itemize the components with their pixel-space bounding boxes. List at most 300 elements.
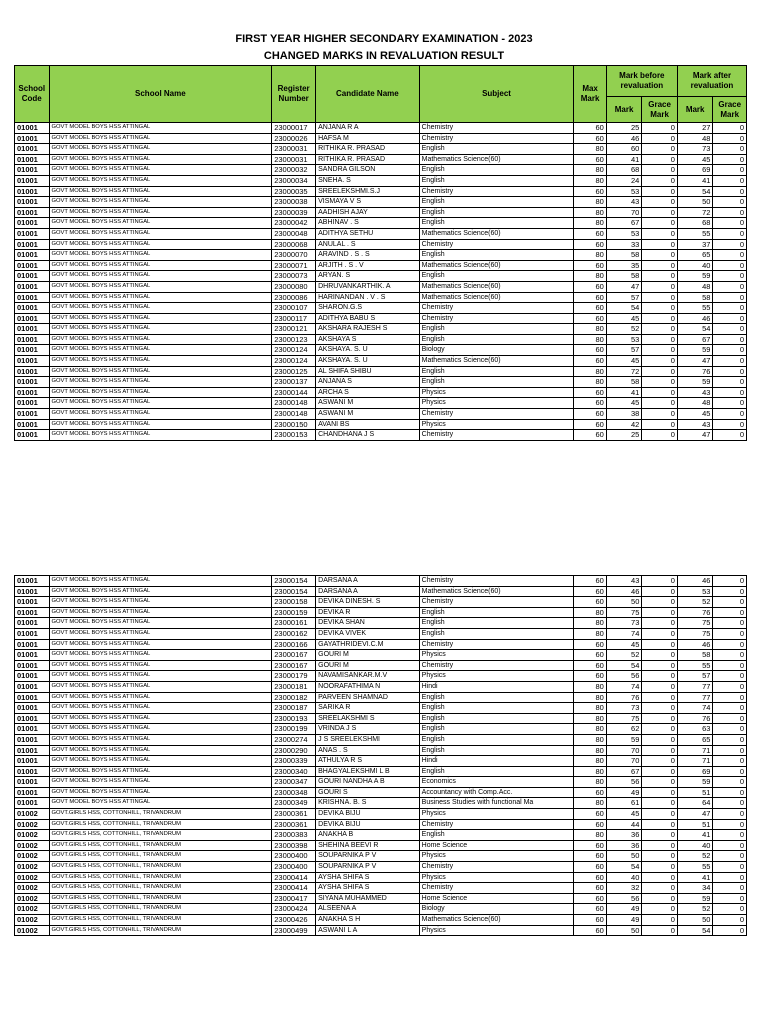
school-code-cell: 01001 [15, 324, 50, 335]
grace-after-cell: 0 [713, 260, 747, 271]
mark-before-cell: 41 [606, 154, 642, 165]
mark-before-cell: 62 [606, 724, 642, 735]
candidate-name-cell: DEVIKA SHAN [316, 618, 420, 629]
max-mark-cell: 60 [574, 915, 606, 926]
subject-cell: English [419, 745, 574, 756]
mark-before-cell: 40 [606, 872, 642, 883]
subject-cell: Hindi [419, 681, 574, 692]
mark-before-cell: 72 [606, 366, 642, 377]
subject-cell: Chemistry [419, 576, 574, 587]
grace-after-cell: 0 [713, 419, 747, 430]
mark-after-cell: 67 [677, 334, 713, 345]
school-code-cell: 01001 [15, 366, 50, 377]
max-mark-cell: 60 [574, 292, 606, 303]
school-name-cell: GOVT MODEL BOYS HSS ATTINGAL [49, 628, 272, 639]
header-school-code: School Code [15, 66, 50, 123]
candidate-name-cell: ABHINAV . S [316, 218, 420, 229]
grace-after-cell: 0 [713, 398, 747, 409]
max-mark-cell: 60 [574, 660, 606, 671]
school-name-cell: GOVT MODEL BOYS HSS ATTINGAL [49, 671, 272, 682]
table-row [15, 862, 747, 873]
register-number-cell: 23000153 [272, 430, 316, 441]
grace-before-cell: 0 [642, 883, 678, 894]
subject-cell: Physics [419, 851, 574, 862]
mark-after-cell: 63 [677, 724, 713, 735]
register-number-cell: 23000426 [272, 915, 316, 926]
mark-before-cell: 52 [606, 324, 642, 335]
table-row [15, 777, 747, 788]
grace-after-cell: 0 [713, 186, 747, 197]
subject-cell: English [419, 334, 574, 345]
table-row [15, 904, 747, 915]
max-mark-cell: 80 [574, 218, 606, 229]
register-number-cell: 23000017 [272, 123, 316, 134]
max-mark-cell: 80 [574, 734, 606, 745]
grace-before-cell: 0 [642, 281, 678, 292]
grace-before-cell: 0 [642, 851, 678, 862]
grace-before-cell: 0 [642, 334, 678, 345]
grace-before-cell: 0 [642, 239, 678, 250]
subject-cell: Mathematics Science(60) [419, 915, 574, 926]
register-number-cell: 23000042 [272, 218, 316, 229]
register-number-cell: 23000144 [272, 387, 316, 398]
school-code-cell: 01002 [15, 862, 50, 873]
grace-after-cell: 0 [713, 313, 747, 324]
grace-before-cell: 0 [642, 144, 678, 155]
school-name-cell: GOVT MODEL BOYS HSS ATTINGAL [49, 144, 272, 155]
subject-cell: English [419, 766, 574, 777]
register-number-cell: 23000034 [272, 175, 316, 186]
mark-after-cell: 43 [677, 387, 713, 398]
candidate-name-cell: GAYATHRIDEVI.C.M [316, 639, 420, 650]
mark-after-cell: 45 [677, 409, 713, 420]
grace-after-cell: 0 [713, 175, 747, 186]
school-code-cell: 01001 [15, 692, 50, 703]
candidate-name-cell: AVANI BS [316, 419, 420, 430]
mark-before-cell: 54 [606, 862, 642, 873]
school-name-cell: GOVT MODEL BOYS HSS ATTINGAL [49, 133, 272, 144]
register-number-cell: 23000182 [272, 692, 316, 703]
max-mark-cell: 60 [574, 398, 606, 409]
register-number-cell: 23000048 [272, 228, 316, 239]
school-name-cell: GOVT MODEL BOYS HSS ATTINGAL [49, 387, 272, 398]
school-code-cell: 01002 [15, 840, 50, 851]
table-body-top [15, 123, 747, 441]
register-number-cell: 23000073 [272, 271, 316, 282]
mark-before-cell: 57 [606, 345, 642, 356]
school-code-cell: 01002 [15, 883, 50, 894]
school-name-cell: GOVT MODEL BOYS HSS ATTINGAL [49, 618, 272, 629]
register-number-cell: 23000347 [272, 777, 316, 788]
school-name-cell: GOVT MODEL BOYS HSS ATTINGAL [49, 756, 272, 767]
school-code-cell: 01002 [15, 904, 50, 915]
max-mark-cell: 60 [574, 228, 606, 239]
mark-before-cell: 54 [606, 660, 642, 671]
subject-cell: Mathematics Science(60) [419, 586, 574, 597]
table-row [15, 366, 747, 377]
table-row [15, 830, 747, 841]
max-mark-cell: 80 [574, 681, 606, 692]
max-mark-cell: 80 [574, 207, 606, 218]
mark-before-cell: 75 [606, 713, 642, 724]
table-row [15, 387, 747, 398]
candidate-name-cell: DEVIKA BIJU [316, 819, 420, 830]
register-number-cell: 23000274 [272, 734, 316, 745]
max-mark-cell: 60 [574, 840, 606, 851]
school-code-cell: 01002 [15, 851, 50, 862]
max-mark-cell: 80 [574, 777, 606, 788]
register-number-cell: 23000154 [272, 586, 316, 597]
max-mark-cell: 60 [574, 576, 606, 587]
school-name-cell: GOVT MODEL BOYS HSS ATTINGAL [49, 607, 272, 618]
grace-before-cell: 0 [642, 607, 678, 618]
candidate-name-cell: SREELAKSHMI S [316, 713, 420, 724]
grace-before-cell: 0 [642, 154, 678, 165]
candidate-name-cell: SNEHA. S [316, 175, 420, 186]
mark-before-cell: 45 [606, 356, 642, 367]
school-code-cell: 01001 [15, 777, 50, 788]
grace-before-cell: 0 [642, 724, 678, 735]
subject-cell: Chemistry [419, 313, 574, 324]
school-name-cell: GOVT MODEL BOYS HSS ATTINGAL [49, 218, 272, 229]
school-name-cell: GOVT MODEL BOYS HSS ATTINGAL [49, 292, 272, 303]
school-code-cell: 01002 [15, 872, 50, 883]
subject-cell: Physics [419, 398, 574, 409]
school-code-cell: 01001 [15, 271, 50, 282]
table-row [15, 787, 747, 798]
mark-before-cell: 46 [606, 586, 642, 597]
school-name-cell: GOVT MODEL BOYS HSS ATTINGAL [49, 165, 272, 176]
max-mark-cell: 80 [574, 618, 606, 629]
mark-before-cell: 53 [606, 334, 642, 345]
subject-cell: Physics [419, 650, 574, 661]
candidate-name-cell: DEVIKA DINESH. S [316, 597, 420, 608]
subject-cell: English [419, 607, 574, 618]
max-mark-cell: 60 [574, 671, 606, 682]
candidate-name-cell: SOUPARNIKA P V [316, 851, 420, 862]
header-mark-after-grace: Grace Mark [713, 97, 747, 123]
table-row [15, 324, 747, 335]
school-code-cell: 01001 [15, 713, 50, 724]
mark-after-cell: 50 [677, 197, 713, 208]
max-mark-cell: 80 [574, 798, 606, 809]
school-name-cell: GOVT MODEL BOYS HSS ATTINGAL [49, 692, 272, 703]
register-number-cell: 23000424 [272, 904, 316, 915]
subject-cell: English [419, 271, 574, 282]
register-number-cell: 23000340 [272, 766, 316, 777]
school-name-cell: GOVT MODEL BOYS HSS ATTINGAL [49, 745, 272, 756]
table-row [15, 883, 747, 894]
mark-after-cell: 41 [677, 830, 713, 841]
school-code-cell: 01001 [15, 671, 50, 682]
grace-before-cell: 0 [642, 809, 678, 820]
candidate-name-cell: GOURI M [316, 660, 420, 671]
mark-before-cell: 74 [606, 681, 642, 692]
grace-after-cell: 0 [713, 639, 747, 650]
mark-after-cell: 27 [677, 123, 713, 134]
subject-cell: Chemistry [419, 597, 574, 608]
grace-after-cell: 0 [713, 840, 747, 851]
subject-cell: Chemistry [419, 239, 574, 250]
candidate-name-cell: VRINDA J S [316, 724, 420, 735]
school-name-cell: GOVT MODEL BOYS HSS ATTINGAL [49, 250, 272, 261]
register-number-cell: 23000123 [272, 334, 316, 345]
candidate-name-cell: ANAS . S [316, 745, 420, 756]
max-mark-cell: 80 [574, 713, 606, 724]
school-name-cell: GOVT.GIRLS HSS, COTTONHILL, TRIVANDRUM [49, 851, 272, 862]
candidate-name-cell: DEVIKA BIJU [316, 809, 420, 820]
grace-before-cell: 0 [642, 777, 678, 788]
mark-before-cell: 68 [606, 165, 642, 176]
grace-before-cell: 0 [642, 313, 678, 324]
mark-after-cell: 58 [677, 650, 713, 661]
register-number-cell: 23000158 [272, 597, 316, 608]
grace-before-cell: 0 [642, 377, 678, 388]
candidate-name-cell: ARJITH . S . V [316, 260, 420, 271]
register-number-cell: 23000032 [272, 165, 316, 176]
mark-before-cell: 45 [606, 313, 642, 324]
grace-after-cell: 0 [713, 883, 747, 894]
table-row [15, 207, 747, 218]
table-row [15, 144, 747, 155]
candidate-name-cell: ANAKHA B [316, 830, 420, 841]
school-name-cell: GOVT MODEL BOYS HSS ATTINGAL [49, 766, 272, 777]
grace-after-cell: 0 [713, 650, 747, 661]
school-code-cell: 01002 [15, 830, 50, 841]
register-number-cell: 23000071 [272, 260, 316, 271]
mark-after-cell: 51 [677, 787, 713, 798]
mark-after-cell: 57 [677, 671, 713, 682]
register-number-cell: 23000124 [272, 356, 316, 367]
candidate-name-cell: ALSEENA A [316, 904, 420, 915]
mark-after-cell: 46 [677, 639, 713, 650]
subject-cell: Mathematics Science(60) [419, 356, 574, 367]
school-code-cell: 01001 [15, 207, 50, 218]
register-number-cell: 23000125 [272, 366, 316, 377]
candidate-name-cell: RITHIKA R. PRASAD [316, 154, 420, 165]
subject-cell: Chemistry [419, 303, 574, 314]
school-name-cell: GOVT.GIRLS HSS, COTTONHILL, TRIVANDRUM [49, 893, 272, 904]
header-mark-before-mark: Mark [606, 97, 642, 123]
school-name-cell: GOVT MODEL BOYS HSS ATTINGAL [49, 271, 272, 282]
grace-before-cell: 0 [642, 356, 678, 367]
register-number-cell: 23000162 [272, 628, 316, 639]
candidate-name-cell: SARIKA R [316, 703, 420, 714]
grace-after-cell: 0 [713, 218, 747, 229]
mark-after-cell: 77 [677, 681, 713, 692]
candidate-name-cell: RITHIKA R. PRASAD [316, 144, 420, 155]
grace-before-cell: 0 [642, 260, 678, 271]
school-name-cell: GOVT MODEL BOYS HSS ATTINGAL [49, 734, 272, 745]
grace-after-cell: 0 [713, 756, 747, 767]
grace-before-cell: 0 [642, 915, 678, 926]
max-mark-cell: 80 [574, 197, 606, 208]
mark-before-cell: 59 [606, 734, 642, 745]
mark-before-cell: 67 [606, 218, 642, 229]
school-code-cell: 01001 [15, 186, 50, 197]
register-number-cell: 23000400 [272, 851, 316, 862]
register-number-cell: 23000070 [272, 250, 316, 261]
candidate-name-cell: DARSANA A [316, 586, 420, 597]
register-number-cell: 23000124 [272, 345, 316, 356]
mark-before-cell: 56 [606, 893, 642, 904]
mark-after-cell: 48 [677, 398, 713, 409]
mark-after-cell: 76 [677, 713, 713, 724]
subject-cell: English [419, 692, 574, 703]
candidate-name-cell: GOURI NANDHA A B [316, 777, 420, 788]
table-row [15, 239, 747, 250]
subject-cell: Business Studies with functional Ma [419, 798, 574, 809]
max-mark-cell: 60 [574, 809, 606, 820]
table-row [15, 840, 747, 851]
register-number-cell: 23000031 [272, 154, 316, 165]
mark-after-cell: 59 [677, 345, 713, 356]
school-name-cell: GOVT MODEL BOYS HSS ATTINGAL [49, 660, 272, 671]
max-mark-cell: 80 [574, 692, 606, 703]
register-number-cell: 23000039 [272, 207, 316, 218]
candidate-name-cell: ASWANI M [316, 398, 420, 409]
table-row [15, 419, 747, 430]
table-row [15, 398, 747, 409]
subject-cell: Chemistry [419, 660, 574, 671]
table-row [15, 681, 747, 692]
register-number-cell: 23000414 [272, 872, 316, 883]
header-mark-after-mark: Mark [677, 97, 713, 123]
subject-cell: English [419, 703, 574, 714]
candidate-name-cell: AYSHA SHIFA S [316, 872, 420, 883]
school-name-cell: GOVT MODEL BOYS HSS ATTINGAL [49, 239, 272, 250]
table-row [15, 639, 747, 650]
grace-after-cell: 0 [713, 303, 747, 314]
table-row [15, 250, 747, 261]
grace-after-cell: 0 [713, 356, 747, 367]
grace-after-cell: 0 [713, 734, 747, 745]
school-name-cell: GOVT.GIRLS HSS, COTTONHILL, TRIVANDRUM [49, 904, 272, 915]
candidate-name-cell: ARAVIND . S . S [316, 250, 420, 261]
candidate-name-cell: AYSHA SHIFA S [316, 883, 420, 894]
grace-before-cell: 0 [642, 366, 678, 377]
school-name-cell: GOVT MODEL BOYS HSS ATTINGAL [49, 377, 272, 388]
mark-after-cell: 71 [677, 745, 713, 756]
candidate-name-cell: ARYAN. S [316, 271, 420, 282]
grace-after-cell: 0 [713, 377, 747, 388]
grace-after-cell: 0 [713, 292, 747, 303]
subject-cell: Chemistry [419, 133, 574, 144]
document-title: FIRST YEAR HIGHER SECONDARY EXAMINATION - 2023 [235, 33, 533, 45]
school-code-cell: 01002 [15, 915, 50, 926]
header-mark-before: Mark before revaluation [606, 66, 677, 97]
register-number-cell: 23000187 [272, 703, 316, 714]
school-name-cell: GOVT MODEL BOYS HSS ATTINGAL [49, 154, 272, 165]
table-row [15, 915, 747, 926]
register-number-cell: 23000339 [272, 756, 316, 767]
max-mark-cell: 80 [574, 144, 606, 155]
table-row [15, 893, 747, 904]
school-name-cell: GOVT MODEL BOYS HSS ATTINGAL [49, 703, 272, 714]
candidate-name-cell: HARINANDAN . V . S [316, 292, 420, 303]
school-code-cell: 01001 [15, 639, 50, 650]
mark-after-cell: 59 [677, 893, 713, 904]
mark-after-cell: 46 [677, 313, 713, 324]
mark-before-cell: 50 [606, 597, 642, 608]
grace-after-cell: 0 [713, 681, 747, 692]
max-mark-cell: 80 [574, 745, 606, 756]
grace-after-cell: 0 [713, 713, 747, 724]
school-code-cell: 01001 [15, 239, 50, 250]
register-number-cell: 23000499 [272, 925, 316, 936]
school-code-cell: 01001 [15, 165, 50, 176]
subject-cell: Physics [419, 872, 574, 883]
mark-after-cell: 53 [677, 586, 713, 597]
school-name-cell: GOVT MODEL BOYS HSS ATTINGAL [49, 419, 272, 430]
candidate-name-cell: NAVAMISANKAR.M.V [316, 671, 420, 682]
table-body-bottom [15, 576, 747, 936]
mark-after-cell: 54 [677, 925, 713, 936]
candidate-name-cell: AKSHAYA. S. U [316, 356, 420, 367]
mark-before-cell: 45 [606, 398, 642, 409]
school-code-cell: 01001 [15, 133, 50, 144]
school-name-cell: GOVT MODEL BOYS HSS ATTINGAL [49, 777, 272, 788]
grace-after-cell: 0 [713, 144, 747, 155]
candidate-name-cell: ASWANI L A [316, 925, 420, 936]
max-mark-cell: 60 [574, 154, 606, 165]
grace-after-cell: 0 [713, 324, 747, 335]
mark-before-cell: 41 [606, 387, 642, 398]
mark-after-cell: 68 [677, 218, 713, 229]
max-mark-cell: 60 [574, 787, 606, 798]
register-number-cell: 23000417 [272, 893, 316, 904]
mark-after-cell: 59 [677, 271, 713, 282]
mark-before-cell: 70 [606, 745, 642, 756]
candidate-name-cell: SHEHINA BEEVI R [316, 840, 420, 851]
max-mark-cell: 60 [574, 419, 606, 430]
subject-cell: English [419, 618, 574, 629]
mark-before-cell: 49 [606, 915, 642, 926]
subject-cell: English [419, 165, 574, 176]
school-code-cell: 01001 [15, 597, 50, 608]
subject-cell: English [419, 366, 574, 377]
grace-before-cell: 0 [642, 819, 678, 830]
grace-before-cell: 0 [642, 250, 678, 261]
mark-before-cell: 76 [606, 692, 642, 703]
mark-before-cell: 52 [606, 650, 642, 661]
header-subject: Subject [419, 66, 574, 123]
table-row [15, 819, 747, 830]
subject-cell: English [419, 734, 574, 745]
subject-cell: Mathematics Science(60) [419, 228, 574, 239]
max-mark-cell: 60 [574, 356, 606, 367]
mark-after-cell: 55 [677, 660, 713, 671]
max-mark-cell: 60 [574, 430, 606, 441]
max-mark-cell: 60 [574, 281, 606, 292]
candidate-name-cell: DEVIKA VIVEK [316, 628, 420, 639]
mark-before-cell: 73 [606, 618, 642, 629]
subject-cell: English [419, 207, 574, 218]
grace-after-cell: 0 [713, 165, 747, 176]
school-name-cell: GOVT MODEL BOYS HSS ATTINGAL [49, 356, 272, 367]
subject-cell: Hindi [419, 756, 574, 767]
grace-after-cell: 0 [713, 597, 747, 608]
candidate-name-cell: ASWANI M [316, 409, 420, 420]
grace-before-cell: 0 [642, 692, 678, 703]
school-code-cell: 01001 [15, 398, 50, 409]
subject-cell: English [419, 724, 574, 735]
register-number-cell: 23000167 [272, 660, 316, 671]
mark-after-cell: 47 [677, 356, 713, 367]
register-number-cell: 23000035 [272, 186, 316, 197]
mark-before-cell: 58 [606, 271, 642, 282]
grace-before-cell: 0 [642, 893, 678, 904]
